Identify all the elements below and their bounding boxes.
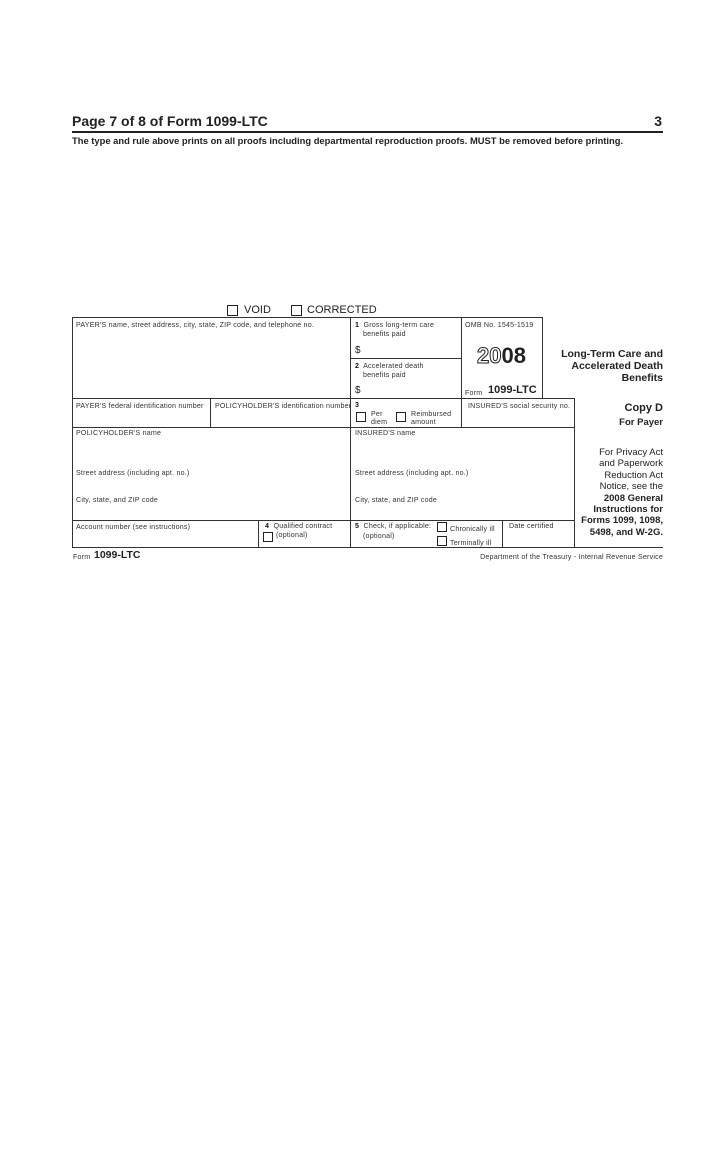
box3-number (355, 401, 359, 409)
reimbursed-checkbox[interactable] (396, 412, 406, 422)
insured-ssn-field[interactable] (464, 411, 572, 426)
privacy-line-6: Instructions for (593, 504, 663, 516)
privacy-line-2: and Paperwork (599, 458, 663, 470)
payer-name-field[interactable] (74, 332, 348, 396)
account-number-field[interactable] (74, 532, 256, 546)
copy-label: Copy D (624, 402, 663, 414)
insured-ssn-label: INSURED'S social security no. (468, 402, 571, 410)
box2-label-2: benefits paid (363, 371, 406, 379)
box4-text-1: Qualified contract (273, 522, 333, 530)
street-right-label: Street address (including apt. no.) (355, 469, 469, 477)
proof-note: The type and rule above prints on all proofs including departmental reproduction proofs. MUST be removed before printing. (72, 135, 624, 146)
corrected-checkbox[interactable] (291, 305, 302, 316)
footer-form-word: Form (73, 553, 91, 561)
street-left-label: Street address (including apt. no.) (76, 469, 190, 477)
box1-amount-field[interactable] (363, 342, 459, 357)
city-left-label: City, state, and ZIP code (76, 496, 159, 504)
form-title-line-1: Long-Term Care and (561, 348, 663, 360)
privacy-line-7: Forms 1099, 1098, (581, 515, 663, 527)
policyholder-name-label: POLICYHOLDER'S name (76, 429, 162, 437)
insured-name-label: INSURED'S name (355, 429, 416, 437)
chronically-ill-label: Chronically ill (450, 525, 495, 533)
box1-dollar: $ (355, 345, 361, 356)
privacy-line-3: Reduction Act (604, 469, 663, 481)
privacy-line-8: 5498, and W-2G. (589, 526, 663, 538)
privacy-line-4: Notice, see the (599, 481, 663, 493)
street-right-field[interactable] (353, 478, 571, 492)
insured-name-field[interactable] (353, 439, 571, 465)
form-name: 1099-LTC (488, 384, 537, 396)
date-certified-field[interactable] (504, 532, 573, 546)
form-word: Form (465, 389, 483, 397)
city-left-field[interactable] (74, 505, 348, 519)
for-payer-label: For Payer (619, 417, 663, 428)
box3-num: 3 (355, 401, 360, 409)
privacy-line-5: 2008 General (603, 492, 663, 504)
chronically-ill-checkbox[interactable] (437, 522, 447, 532)
per-diem-label-2: diem (371, 418, 388, 426)
terminally-ill-checkbox[interactable] (437, 536, 447, 546)
box1-label-2: benefits paid (363, 330, 406, 338)
page-title: Page 7 of 8 of Form 1099-LTC (72, 113, 268, 129)
box2-amount-field[interactable] (363, 382, 459, 397)
tax-year-outline: 20 (477, 343, 502, 368)
void-label: VOID (244, 304, 271, 316)
account-number-label: Account number (see instructions) (76, 523, 191, 531)
payer-federal-id-label: PAYER'S federal identification number (76, 402, 204, 410)
header-rule (72, 131, 663, 133)
box4-optional: (optional) (276, 531, 308, 539)
tax-year (477, 343, 526, 369)
privacy-notice (575, 447, 663, 538)
page-number: 3 (654, 113, 662, 129)
box2-label (355, 362, 424, 370)
policyholder-id-label: POLICYHOLDER'S identification number (215, 402, 352, 410)
box4-number: 4 (265, 522, 270, 530)
per-diem-label-1: Per (371, 410, 383, 418)
policyholder-name-field[interactable] (74, 439, 348, 465)
box5-label (355, 522, 431, 530)
reimbursed-label-1: Reimbursed (411, 410, 452, 418)
privacy-line-1: For Privacy Act (599, 447, 663, 458)
payer-name-label: PAYER'S name, street address, city, state, ZIP code, and telephone no. (76, 321, 315, 329)
corrected-label: CORRECTED (307, 304, 377, 316)
form-title (545, 348, 663, 384)
street-left-field[interactable] (74, 478, 348, 492)
void-checkbox[interactable] (227, 305, 238, 316)
box2-dollar: $ (355, 385, 361, 396)
box5-number: 5 (355, 522, 360, 530)
box5-optional: (optional) (363, 532, 395, 540)
footer-department: Department of the Treasury - Internal Revenue Service (480, 553, 663, 561)
terminally-ill-label: Terminally ill (450, 539, 492, 547)
omb-number: OMB No. 1545-1519 (465, 321, 534, 329)
box1-label (355, 321, 434, 329)
box1-number: 1 (355, 321, 360, 329)
box4-label (265, 522, 332, 530)
date-certified-label: Date certified (509, 522, 554, 530)
payer-federal-id-field[interactable] (74, 411, 208, 426)
reimbursed-label-2: amount (411, 418, 436, 426)
per-diem-checkbox[interactable] (356, 412, 366, 422)
qualified-contract-checkbox[interactable] (263, 532, 273, 542)
form-title-line-3: Benefits (621, 372, 663, 384)
box5-text-1: Check, if applicable: (363, 522, 432, 530)
city-right-field[interactable] (353, 505, 571, 519)
box1-text-1: Gross long-term care (363, 321, 435, 329)
policyholder-id-field[interactable] (212, 411, 348, 426)
footer-form-name: 1099-LTC (94, 549, 141, 561)
city-right-label: City, state, and ZIP code (355, 496, 438, 504)
box2-text-1: Accelerated death (363, 362, 424, 370)
tax-year-bold: 08 (501, 343, 526, 368)
form-title-line-2: Accelerated Death (571, 360, 663, 372)
box2-number: 2 (355, 362, 360, 370)
